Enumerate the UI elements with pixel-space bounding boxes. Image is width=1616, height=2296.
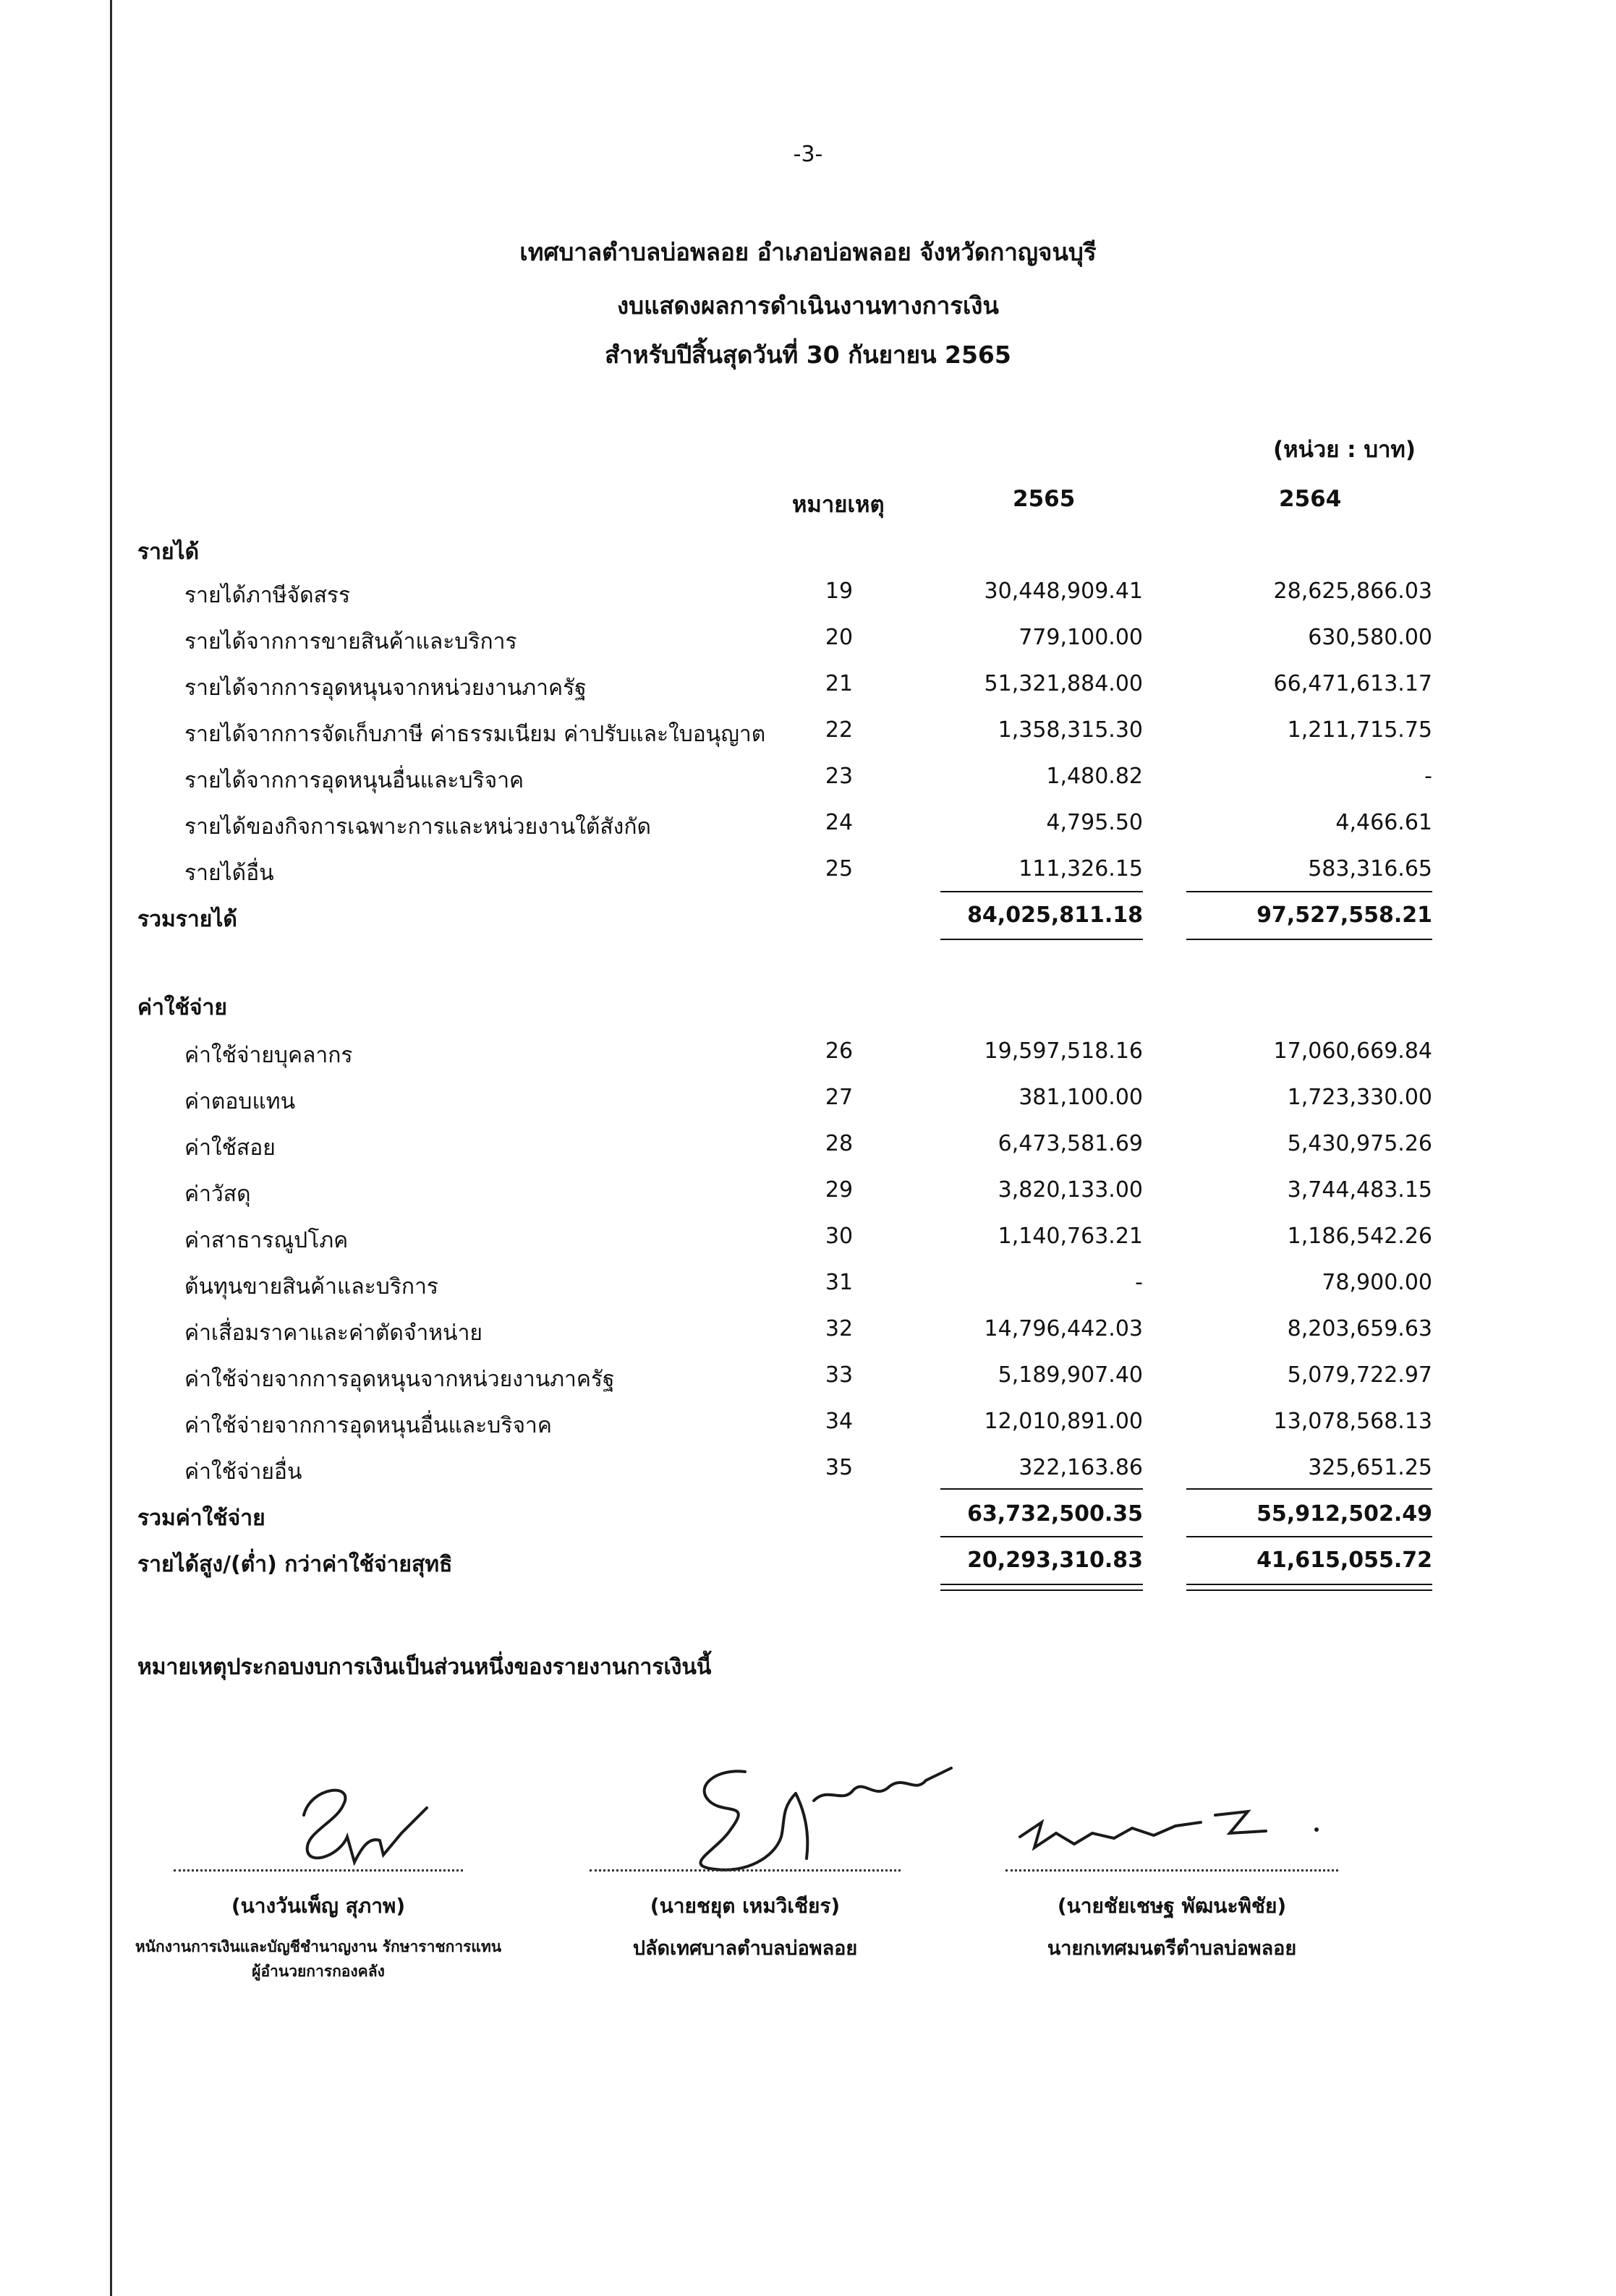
- table-row: [0, 1131, 1616, 1167]
- row-label: ค่าใช้สอย: [184, 1135, 276, 1161]
- total-rule-2565: [940, 939, 1143, 940]
- row-value-2565: 30,448,909.41: [984, 579, 1143, 604]
- row-label: รายได้จากการจัดเก็บภาษี ค่าธรรมเนียม ค่าปรับและใบอนุญาต: [184, 722, 766, 747]
- column-header-2565: 2565: [1013, 486, 1076, 512]
- row-label: รวมรายได้: [137, 907, 237, 932]
- signature-3-graphic: [1005, 1793, 1338, 1873]
- column-header-note: หมายเหตุ: [792, 492, 885, 518]
- row-label: รายได้สูง/(ต่ำ) กว่าค่าใช้จ่ายสุทธิ: [137, 1552, 453, 1577]
- table-row: [0, 717, 1616, 754]
- row-value-2564: 41,615,055.72: [1256, 1548, 1432, 1573]
- table-row: [0, 856, 1616, 892]
- row-label: ค่าใช้จ่ายอื่น: [184, 1459, 302, 1485]
- row-value-2565: 3,820,133.00: [998, 1177, 1143, 1203]
- double-rule-2564-upper: [1186, 1584, 1432, 1585]
- row-label: ค่าใช้จ่ายจากการอุดหนุนจากหน่วยงานภาครัฐ: [184, 1367, 615, 1392]
- row-value-2565: 381,100.00: [1018, 1085, 1143, 1110]
- row-value-2565: 322,163.86: [1018, 1455, 1143, 1480]
- row-value-2565: 63,732,500.35: [967, 1501, 1143, 1527]
- row-label: ค่าเสื่อมราคาและค่าตัดจำหน่าย: [184, 1320, 482, 1346]
- table-row: [0, 810, 1616, 846]
- signature-2-graphic: [665, 1750, 955, 1887]
- row-value-2565: 1,480.82: [1046, 764, 1143, 789]
- row-label: ค่าตอบแทน: [184, 1089, 296, 1114]
- row-value-2564: 8,203,659.63: [1287, 1316, 1432, 1341]
- row-value-2564: 28,625,866.03: [1273, 579, 1432, 604]
- row-value-2564: 78,900.00: [1322, 1270, 1432, 1295]
- total-row-expense: [0, 1501, 1616, 1537]
- signer-title: ปลัดเทศบาลตำบลบ่อพลอย: [632, 1937, 858, 1960]
- row-value-2564: 13,078,568.13: [1273, 1409, 1432, 1434]
- unit-label: (หน่วย : บาท): [1273, 437, 1416, 463]
- row-value-2565: 111,326.15: [1018, 856, 1143, 882]
- row-value-2565: 20,293,310.83: [967, 1548, 1143, 1573]
- double-rule-2564-lower: [1186, 1589, 1432, 1591]
- row-value-2565: -: [1135, 1270, 1143, 1295]
- row-label: รายได้จากการขายสินค้าและบริการ: [184, 629, 517, 654]
- signature-block-clerk: [557, 1869, 933, 1963]
- net-result-row: [0, 1548, 1616, 1584]
- row-value-2565: 779,100.00: [1018, 625, 1143, 650]
- signature-block-mayor: [984, 1869, 1360, 1963]
- section-heading-expense: [0, 991, 1616, 1027]
- row-label: รายได้ภาษีจัดสรร: [184, 583, 351, 608]
- subtotal-rule-2564: [1186, 891, 1432, 892]
- row-value-2565: 84,025,811.18: [967, 902, 1143, 928]
- row-value-2565: 6,473,581.69: [998, 1131, 1143, 1156]
- subtotal-rule-2565: [940, 891, 1143, 892]
- row-note: 35: [825, 1455, 854, 1480]
- row-label: รายได้ของกิจการเฉพาะการและหน่วยงานใต้สังกัด: [184, 814, 651, 840]
- signer-name: (นางวันเพ็ญ สุภาพ): [231, 1894, 406, 1918]
- section-heading-label: ค่าใช้จ่าย: [137, 995, 227, 1020]
- table-row: [0, 671, 1616, 707]
- row-value-2564: 1,723,330.00: [1287, 1085, 1432, 1110]
- subtotal-rule-2565: [940, 1536, 1143, 1537]
- row-label: ค่าสาธารณูปโภค: [184, 1228, 349, 1253]
- signer-name: (นายชยุต เหมวิเชียร): [650, 1894, 841, 1918]
- row-note: 30: [825, 1224, 854, 1249]
- report-title-period: สำหรับปีสิ้นสุดวันที่ 30 กันยายน 2565: [605, 341, 1011, 369]
- row-label: รายได้อื่น: [184, 861, 274, 886]
- table-row: [0, 1455, 1616, 1491]
- row-note: 31: [825, 1270, 854, 1295]
- row-value-2564: 4,466.61: [1335, 810, 1432, 835]
- row-value-2564: 97,527,558.21: [1256, 902, 1432, 928]
- row-value-2564: 1,211,715.75: [1287, 717, 1432, 743]
- row-note: 28: [825, 1131, 854, 1156]
- table-row: [0, 1409, 1616, 1445]
- total-row-revenue: [0, 902, 1616, 939]
- table-row: [0, 1362, 1616, 1399]
- row-value-2565: 12,010,891.00: [984, 1409, 1143, 1434]
- total-rule-2564: [1186, 939, 1432, 940]
- table-row: [0, 764, 1616, 800]
- row-note: 22: [825, 717, 854, 743]
- column-header-2564: 2564: [1279, 486, 1342, 512]
- row-note: 24: [825, 810, 854, 835]
- report-title-statement: งบแสดงผลการดำเนินงานทางการเงิน: [617, 291, 999, 320]
- row-note: 34: [825, 1409, 854, 1434]
- report-title-organization: เทศบาลตำบลบ่อพลอย อำเภอบ่อพลอย จังหวัดกาญจนบุรี: [519, 238, 1097, 266]
- table-row: [0, 1085, 1616, 1121]
- subtotal-rule-2564: [1186, 1536, 1432, 1537]
- signature-line: [1005, 1869, 1338, 1872]
- row-value-2565: 4,795.50: [1046, 810, 1143, 835]
- row-value-2564: 5,430,975.26: [1287, 1131, 1432, 1156]
- signer-title: นายกเทศมนตรีตำบลบ่อพลอย: [1047, 1937, 1297, 1960]
- row-note: 19: [825, 579, 854, 604]
- row-note: 33: [825, 1362, 854, 1388]
- double-rule-2565-upper: [940, 1584, 1143, 1585]
- row-value-2564: 3,744,483.15: [1287, 1177, 1432, 1203]
- row-value-2564: 325,651.25: [1308, 1455, 1432, 1480]
- row-label: รายได้จากการอุดหนุนอื่นและบริจาค: [184, 768, 524, 793]
- row-value-2565: 1,140,763.21: [998, 1224, 1143, 1249]
- section-heading-label: รายได้: [137, 539, 200, 565]
- signature-line: [590, 1869, 901, 1872]
- signer-name: (นายชัยเชษฐ พัฒนะพิชัย): [1057, 1894, 1287, 1918]
- row-value-2565: 5,189,907.40: [998, 1362, 1143, 1388]
- row-label: ค่าใช้จ่ายจากการอุดหนุนอื่นและบริจาค: [184, 1413, 552, 1438]
- table-row: [0, 1224, 1616, 1260]
- row-value-2564: 66,471,613.17: [1273, 671, 1432, 696]
- row-value-2565: 1,358,315.30: [998, 717, 1143, 743]
- row-label: รายได้จากการอุดหนุนจากหน่วยงานภาครัฐ: [184, 675, 587, 701]
- row-note: 27: [825, 1085, 854, 1110]
- subtotal-rule-2565: [940, 1488, 1143, 1490]
- signer-title-line: หนักงานการเงินและบัญชีชำนาญงาน รักษาราชการแทน: [135, 1938, 502, 1955]
- signer-title: [109, 1935, 528, 1984]
- table-row: [0, 1177, 1616, 1213]
- row-value-2565: 14,796,442.03: [984, 1316, 1143, 1341]
- row-label: ค่าวัสดุ: [184, 1182, 251, 1207]
- section-heading-revenue: [0, 535, 1616, 571]
- row-note: 20: [825, 625, 854, 650]
- row-note: 21: [825, 671, 854, 696]
- double-rule-2565-lower: [940, 1589, 1143, 1591]
- row-label: รวมค่าใช้จ่าย: [137, 1506, 265, 1531]
- table-row: [0, 1270, 1616, 1306]
- signer-title-line: ผู้อำนวยการกองคลัง: [252, 1962, 385, 1980]
- row-value-2564: 17,060,669.84: [1273, 1038, 1432, 1064]
- footer-note: หมายเหตุประกอบงบการเงินเป็นส่วนหนึ่งของรายงานการเงินนี้: [137, 1655, 712, 1680]
- row-value-2564: -: [1424, 764, 1432, 789]
- table-row: [0, 1316, 1616, 1352]
- row-value-2564: 55,912,502.49: [1256, 1501, 1432, 1527]
- signature-block-finance: [109, 1869, 528, 1984]
- row-note: 26: [825, 1038, 854, 1064]
- row-note: 29: [825, 1177, 854, 1203]
- row-label: ต้นทุนขายสินค้าและบริการ: [184, 1274, 439, 1299]
- row-value-2564: 1,186,542.26: [1287, 1224, 1432, 1249]
- row-note: 32: [825, 1316, 854, 1341]
- row-value-2565: 19,597,518.16: [984, 1038, 1143, 1064]
- row-value-2564: 630,580.00: [1308, 625, 1432, 650]
- row-label: ค่าใช้จ่ายบุคลากร: [184, 1043, 353, 1068]
- table-row: [0, 1038, 1616, 1075]
- subtotal-rule-2564: [1186, 1488, 1432, 1490]
- row-value-2565: 51,321,884.00: [984, 671, 1143, 696]
- table-row: [0, 625, 1616, 661]
- row-value-2564: 583,316.65: [1308, 856, 1432, 882]
- row-note: 25: [825, 856, 854, 882]
- row-note: 23: [825, 764, 854, 789]
- row-value-2564: 5,079,722.97: [1287, 1362, 1432, 1388]
- signature-line: [174, 1869, 463, 1872]
- table-row: [0, 579, 1616, 615]
- page-number: -3-: [793, 142, 823, 167]
